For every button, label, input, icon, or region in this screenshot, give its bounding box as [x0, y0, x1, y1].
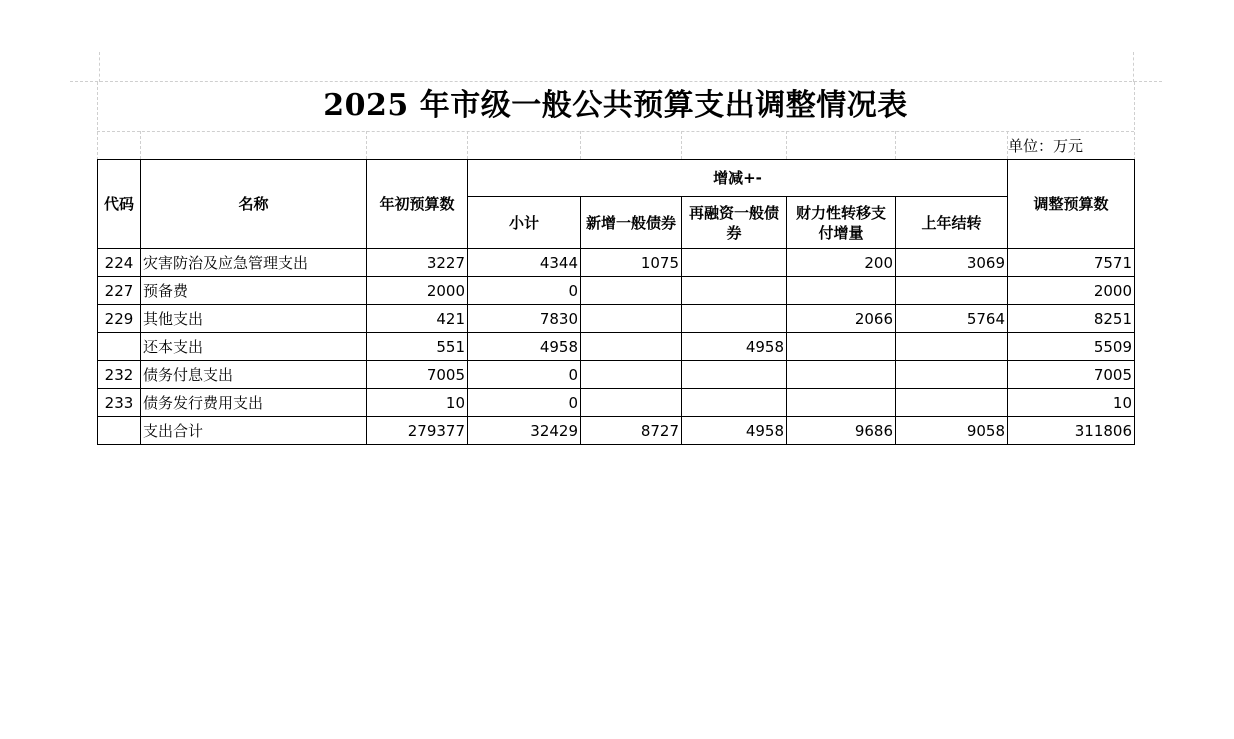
- cell-transfer: [787, 389, 896, 417]
- cell-carryover: [896, 333, 1008, 361]
- cell-initial: 279377: [367, 417, 468, 445]
- header-code: 代码: [98, 160, 141, 249]
- cell-code: 229: [98, 305, 141, 333]
- grid-guide-col: [467, 131, 468, 159]
- cell-refinance: 4958: [682, 333, 787, 361]
- cell-adjusted: 10: [1008, 389, 1135, 417]
- cell-transfer: [787, 361, 896, 389]
- cell-transfer: [787, 333, 896, 361]
- table-row: [98, 389, 1135, 417]
- header-new-debt: 新增一般债券: [581, 197, 682, 249]
- header-change-group: 增减+-: [468, 160, 1008, 197]
- cell-refinance: [682, 389, 787, 417]
- grid-guide-row: [97, 131, 1134, 132]
- header-adjusted: 调整预算数: [1008, 160, 1135, 249]
- cell-new-debt: 1075: [581, 249, 682, 277]
- cell-transfer: 9686: [787, 417, 896, 445]
- grid-guide-col: [681, 131, 682, 159]
- cell-carryover: [896, 389, 1008, 417]
- cell-name: 预备费: [141, 277, 367, 305]
- header-initial: 年初预算数: [367, 160, 468, 249]
- cell-carryover: [896, 361, 1008, 389]
- cell-code: 224: [98, 249, 141, 277]
- cell-name: 还本支出: [141, 333, 367, 361]
- cell-carryover: [896, 277, 1008, 305]
- cell-refinance: [682, 305, 787, 333]
- grid-guide-col: [786, 131, 787, 159]
- cell-new-debt: [581, 305, 682, 333]
- page-guide-left: [99, 52, 100, 82]
- cell-transfer: 2066: [787, 305, 896, 333]
- cell-name: 债务付息支出: [141, 361, 367, 389]
- grid-guide-col: [1134, 82, 1135, 160]
- header-carryover: 上年结转: [896, 197, 1008, 249]
- cell-subtotal: 0: [468, 389, 581, 417]
- header-name: 名称: [141, 160, 367, 249]
- cell-name: 灾害防治及应急管理支出: [141, 249, 367, 277]
- cell-new-debt: [581, 361, 682, 389]
- cell-code: 232: [98, 361, 141, 389]
- cell-name: 其他支出: [141, 305, 367, 333]
- cell-subtotal: 0: [468, 277, 581, 305]
- grid-guide-col: [580, 131, 581, 159]
- cell-refinance: [682, 361, 787, 389]
- grid-guide-col: [895, 131, 896, 159]
- header-refinance: 再融资一般债券: [682, 197, 787, 249]
- cell-subtotal: 0: [468, 361, 581, 389]
- table-row: [98, 277, 1135, 305]
- cell-subtotal: 4344: [468, 249, 581, 277]
- cell-adjusted: 7571: [1008, 249, 1135, 277]
- page-title: 2025 年市级一般公共预算支出调整情况表: [323, 88, 908, 123]
- cell-new-debt: 8727: [581, 417, 682, 445]
- cell-refinance: 4958: [682, 417, 787, 445]
- cell-adjusted: 7005: [1008, 361, 1135, 389]
- cell-adjusted: 311806: [1008, 417, 1135, 445]
- cell-adjusted: 5509: [1008, 333, 1135, 361]
- cell-initial: 7005: [367, 361, 468, 389]
- cell-code: [98, 417, 141, 445]
- cell-carryover: 3069: [896, 249, 1008, 277]
- unit-label: 单位：万元: [1008, 137, 1084, 155]
- table-row: [98, 249, 1135, 277]
- cell-new-debt: [581, 333, 682, 361]
- page-guide-right: [1133, 52, 1134, 82]
- cell-code: [98, 333, 141, 361]
- cell-transfer: 200: [787, 249, 896, 277]
- cell-subtotal: 7830: [468, 305, 581, 333]
- cell-name: 支出合计: [141, 417, 367, 445]
- cell-transfer: [787, 277, 896, 305]
- cell-name: 债务发行费用支出: [141, 389, 367, 417]
- cell-initial: 3227: [367, 249, 468, 277]
- cell-code: 233: [98, 389, 141, 417]
- cell-initial: 421: [367, 305, 468, 333]
- cell-carryover: 9058: [896, 417, 1008, 445]
- cell-new-debt: [581, 389, 682, 417]
- table-row: [98, 333, 1135, 361]
- cell-adjusted: 2000: [1008, 277, 1135, 305]
- cell-subtotal: 32429: [468, 417, 581, 445]
- cell-carryover: 5764: [896, 305, 1008, 333]
- cell-code: 227: [98, 277, 141, 305]
- cell-new-debt: [581, 277, 682, 305]
- header-transfer: 财力性转移支付增量: [787, 197, 896, 249]
- cell-refinance: [682, 249, 787, 277]
- cell-initial: 10: [367, 389, 468, 417]
- table-row: [98, 305, 1135, 333]
- cell-subtotal: 4958: [468, 333, 581, 361]
- cell-refinance: [682, 277, 787, 305]
- table-row: [98, 361, 1135, 389]
- grid-guide-col: [366, 131, 367, 159]
- header-subtotal: 小计: [468, 197, 581, 249]
- cell-initial: 551: [367, 333, 468, 361]
- cell-adjusted: 8251: [1008, 305, 1135, 333]
- budget-table: [97, 159, 1135, 445]
- cell-initial: 2000: [367, 277, 468, 305]
- grid-guide-col: [140, 131, 141, 159]
- table-row-total: [98, 417, 1135, 445]
